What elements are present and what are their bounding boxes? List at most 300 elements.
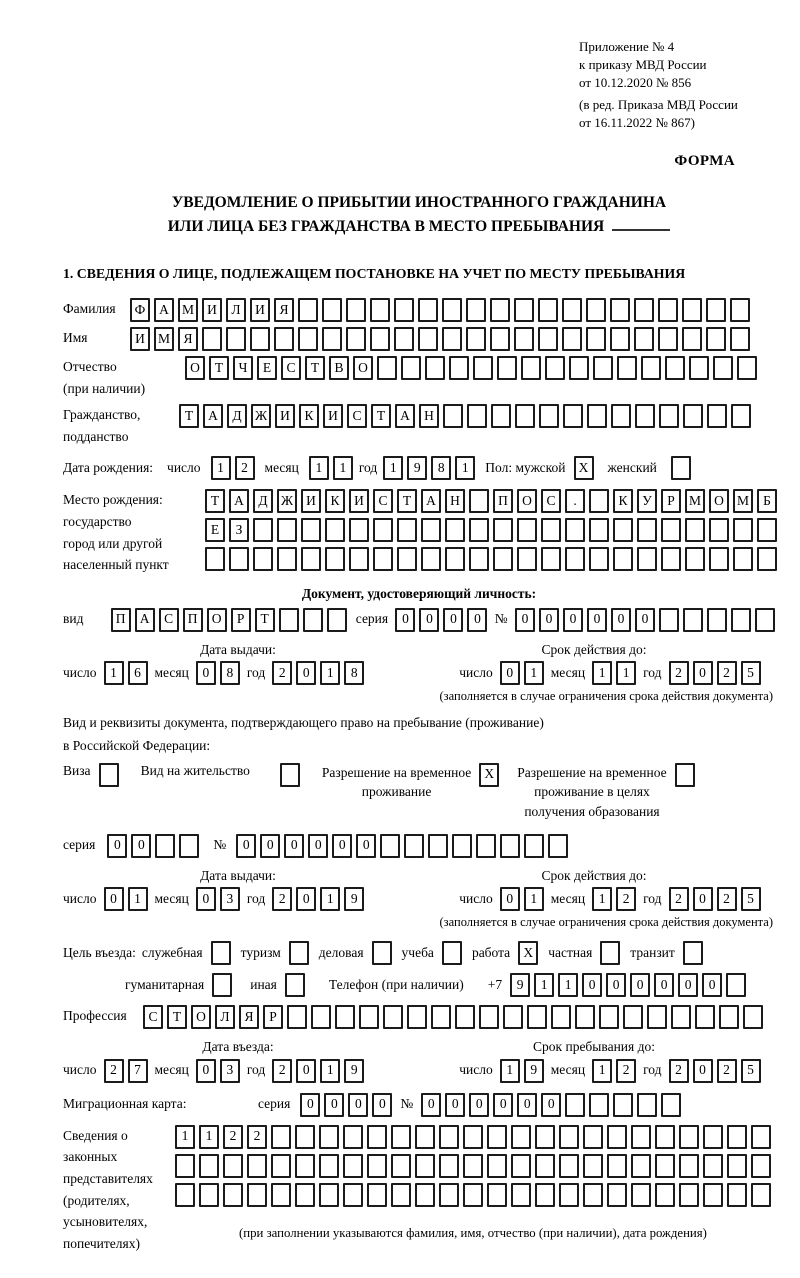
char-cell[interactable]: [397, 518, 417, 542]
char-cell[interactable]: [253, 518, 273, 542]
char-cell[interactable]: [655, 1183, 675, 1207]
char-cell[interactable]: 0: [630, 973, 650, 997]
doc-number-cells[interactable]: [515, 608, 775, 632]
char-cell[interactable]: [452, 834, 472, 858]
char-cell[interactable]: 0: [500, 661, 520, 685]
char-cell[interactable]: [442, 298, 462, 322]
char-cell[interactable]: [298, 298, 318, 322]
char-cell[interactable]: Ж: [251, 404, 271, 428]
char-cell[interactable]: [343, 1154, 363, 1178]
char-cell[interactable]: 8: [431, 456, 451, 480]
char-cell[interactable]: [511, 1154, 531, 1178]
char-cell[interactable]: И: [202, 298, 222, 322]
char-cell[interactable]: [647, 1005, 667, 1029]
char-cell[interactable]: М: [178, 298, 198, 322]
char-cell[interactable]: [391, 1183, 411, 1207]
phone-cells[interactable]: [510, 973, 746, 997]
char-cell[interactable]: [731, 404, 751, 428]
char-cell[interactable]: И: [323, 404, 343, 428]
char-cell[interactable]: [373, 547, 393, 571]
char-cell[interactable]: [377, 356, 397, 380]
char-cell[interactable]: М: [685, 489, 705, 513]
char-cell[interactable]: [562, 327, 582, 351]
char-cell[interactable]: 0: [395, 608, 415, 632]
char-cell[interactable]: [730, 327, 750, 351]
char-cell[interactable]: 2: [717, 887, 737, 911]
char-cell[interactable]: [637, 1093, 657, 1117]
purpose-private-checkbox[interactable]: [600, 941, 620, 965]
char-cell[interactable]: [524, 834, 544, 858]
char-cell[interactable]: 0: [693, 887, 713, 911]
char-cell[interactable]: [631, 1183, 651, 1207]
guardians-cells-row1[interactable]: [175, 1125, 771, 1149]
char-cell[interactable]: [327, 608, 347, 632]
char-cell[interactable]: [583, 1125, 603, 1149]
char-cell[interactable]: 0: [419, 608, 439, 632]
char-cell[interactable]: [707, 404, 727, 428]
char-cell[interactable]: 2: [272, 1059, 292, 1083]
char-cell[interactable]: С: [281, 356, 301, 380]
char-cell[interactable]: [637, 547, 657, 571]
char-cell[interactable]: С: [347, 404, 367, 428]
char-cell[interactable]: [425, 356, 445, 380]
doc-valid-month-cells[interactable]: [592, 661, 636, 685]
char-cell[interactable]: [637, 518, 657, 542]
char-cell[interactable]: И: [250, 298, 270, 322]
char-cell[interactable]: [463, 1183, 483, 1207]
char-cell[interactable]: 6: [128, 661, 148, 685]
char-cell[interactable]: П: [183, 608, 203, 632]
char-cell[interactable]: [757, 547, 777, 571]
char-cell[interactable]: 0: [372, 1093, 392, 1117]
char-cell[interactable]: [373, 518, 393, 542]
doc-kind-cells[interactable]: [111, 608, 347, 632]
char-cell[interactable]: [359, 1005, 379, 1029]
char-cell[interactable]: [727, 1183, 747, 1207]
char-cell[interactable]: [689, 356, 709, 380]
char-cell[interactable]: [541, 547, 561, 571]
char-cell[interactable]: П: [493, 489, 513, 513]
char-cell[interactable]: 0: [421, 1093, 441, 1117]
char-cell[interactable]: [703, 1125, 723, 1149]
char-cell[interactable]: [589, 489, 609, 513]
char-cell[interactable]: [343, 1125, 363, 1149]
char-cell[interactable]: Ф: [130, 298, 150, 322]
char-cell[interactable]: [298, 327, 318, 351]
char-cell[interactable]: Т: [179, 404, 199, 428]
char-cell[interactable]: 7: [128, 1059, 148, 1083]
char-cell[interactable]: [466, 298, 486, 322]
char-cell[interactable]: [517, 518, 537, 542]
purpose-work-checkbox[interactable]: X: [518, 941, 538, 965]
char-cell[interactable]: [562, 298, 582, 322]
char-cell[interactable]: [733, 547, 753, 571]
char-cell[interactable]: [503, 1005, 523, 1029]
char-cell[interactable]: [511, 1183, 531, 1207]
char-cell[interactable]: [421, 547, 441, 571]
doc-valid-year-cells[interactable]: [669, 661, 761, 685]
char-cell[interactable]: [731, 608, 751, 632]
migcard-number-cells[interactable]: [421, 1093, 681, 1117]
char-cell[interactable]: 9: [344, 1059, 364, 1083]
char-cell[interactable]: [380, 834, 400, 858]
char-cell[interactable]: [271, 1183, 291, 1207]
char-cell[interactable]: 3: [220, 1059, 240, 1083]
char-cell[interactable]: [589, 547, 609, 571]
char-cell[interactable]: 2: [616, 887, 636, 911]
char-cell[interactable]: [418, 327, 438, 351]
char-cell[interactable]: [343, 1183, 363, 1207]
char-cell[interactable]: [565, 547, 585, 571]
char-cell[interactable]: 1: [383, 456, 403, 480]
char-cell[interactable]: [607, 1125, 627, 1149]
char-cell[interactable]: Е: [205, 518, 225, 542]
char-cell[interactable]: [589, 518, 609, 542]
char-cell[interactable]: П: [111, 608, 131, 632]
char-cell[interactable]: [467, 404, 487, 428]
char-cell[interactable]: О: [191, 1005, 211, 1029]
char-cell[interactable]: [661, 1093, 681, 1117]
char-cell[interactable]: 0: [693, 661, 713, 685]
char-cell[interactable]: 1: [524, 887, 544, 911]
char-cell[interactable]: [179, 834, 199, 858]
purpose-humanitarian-checkbox[interactable]: [212, 973, 232, 997]
char-cell[interactable]: 0: [196, 887, 216, 911]
char-cell[interactable]: [757, 518, 777, 542]
sex-female-checkbox[interactable]: [671, 456, 691, 480]
char-cell[interactable]: [415, 1154, 435, 1178]
char-cell[interactable]: 0: [348, 1093, 368, 1117]
until-day-cells[interactable]: [500, 1059, 544, 1083]
char-cell[interactable]: [548, 834, 568, 858]
char-cell[interactable]: [713, 356, 733, 380]
char-cell[interactable]: [322, 298, 342, 322]
char-cell[interactable]: 0: [469, 1093, 489, 1117]
char-cell[interactable]: [599, 1005, 619, 1029]
char-cell[interactable]: [707, 608, 727, 632]
char-cell[interactable]: [727, 1125, 747, 1149]
char-cell[interactable]: 2: [669, 661, 689, 685]
char-cell[interactable]: 9: [510, 973, 530, 997]
char-cell[interactable]: 0: [300, 1093, 320, 1117]
char-cell[interactable]: [613, 518, 633, 542]
char-cell[interactable]: 1: [592, 1059, 612, 1083]
char-cell[interactable]: [476, 834, 496, 858]
char-cell[interactable]: [679, 1154, 699, 1178]
char-cell[interactable]: 1: [500, 1059, 520, 1083]
char-cell[interactable]: С: [143, 1005, 163, 1029]
char-cell[interactable]: [287, 1005, 307, 1029]
char-cell[interactable]: Е: [257, 356, 277, 380]
char-cell[interactable]: 0: [693, 1059, 713, 1083]
char-cell[interactable]: [311, 1005, 331, 1029]
char-cell[interactable]: [617, 356, 637, 380]
char-cell[interactable]: [397, 547, 417, 571]
entry-month-cells[interactable]: [196, 1059, 240, 1083]
char-cell[interactable]: А: [421, 489, 441, 513]
char-cell[interactable]: 0: [493, 1093, 513, 1117]
char-cell[interactable]: 0: [611, 608, 631, 632]
char-cell[interactable]: [709, 518, 729, 542]
char-cell[interactable]: [551, 1005, 571, 1029]
resdoc-valid-month-cells[interactable]: [592, 887, 636, 911]
char-cell[interactable]: Н: [419, 404, 439, 428]
char-cell[interactable]: [586, 298, 606, 322]
char-cell[interactable]: 1: [534, 973, 554, 997]
char-cell[interactable]: 0: [467, 608, 487, 632]
char-cell[interactable]: Я: [178, 327, 198, 351]
char-cell[interactable]: [631, 1125, 651, 1149]
char-cell[interactable]: [394, 298, 414, 322]
char-cell[interactable]: [469, 518, 489, 542]
char-cell[interactable]: С: [159, 608, 179, 632]
char-cell[interactable]: [559, 1183, 579, 1207]
char-cell[interactable]: [322, 327, 342, 351]
char-cell[interactable]: 0: [582, 973, 602, 997]
char-cell[interactable]: 1: [175, 1125, 195, 1149]
char-cell[interactable]: [487, 1154, 507, 1178]
char-cell[interactable]: А: [229, 489, 249, 513]
char-cell[interactable]: 1: [320, 1059, 340, 1083]
edu-residence-checkbox[interactable]: [675, 763, 695, 787]
char-cell[interactable]: Б: [757, 489, 777, 513]
char-cell[interactable]: Л: [226, 298, 246, 322]
char-cell[interactable]: [442, 327, 462, 351]
char-cell[interactable]: [303, 608, 323, 632]
char-cell[interactable]: 0: [654, 973, 674, 997]
char-cell[interactable]: О: [207, 608, 227, 632]
char-cell[interactable]: С: [373, 489, 393, 513]
char-cell[interactable]: 2: [247, 1125, 267, 1149]
char-cell[interactable]: [607, 1183, 627, 1207]
char-cell[interactable]: [634, 327, 654, 351]
char-cell[interactable]: 1: [128, 887, 148, 911]
char-cell[interactable]: [514, 327, 534, 351]
until-year-cells[interactable]: [669, 1059, 761, 1083]
char-cell[interactable]: [559, 1125, 579, 1149]
char-cell[interactable]: Т: [305, 356, 325, 380]
visa-checkbox[interactable]: [99, 763, 119, 787]
birthplace-cells-row2[interactable]: [205, 518, 777, 542]
char-cell[interactable]: [404, 834, 424, 858]
char-cell[interactable]: [535, 1125, 555, 1149]
char-cell[interactable]: [586, 327, 606, 351]
char-cell[interactable]: И: [301, 489, 321, 513]
surname-cells[interactable]: [130, 298, 750, 322]
char-cell[interactable]: [685, 518, 705, 542]
resdoc-series-cells[interactable]: [107, 834, 199, 858]
char-cell[interactable]: [659, 404, 679, 428]
char-cell[interactable]: [445, 518, 465, 542]
char-cell[interactable]: [635, 404, 655, 428]
char-cell[interactable]: [683, 608, 703, 632]
char-cell[interactable]: [727, 1154, 747, 1178]
char-cell[interactable]: [703, 1183, 723, 1207]
profession-cells[interactable]: [143, 1005, 763, 1029]
char-cell[interactable]: [655, 1154, 675, 1178]
char-cell[interactable]: [641, 356, 661, 380]
char-cell[interactable]: 0: [445, 1093, 465, 1117]
char-cell[interactable]: [607, 1154, 627, 1178]
char-cell[interactable]: [685, 547, 705, 571]
char-cell[interactable]: [610, 298, 630, 322]
char-cell[interactable]: 9: [407, 456, 427, 480]
char-cell[interactable]: [569, 356, 589, 380]
char-cell[interactable]: [517, 547, 537, 571]
char-cell[interactable]: [541, 518, 561, 542]
char-cell[interactable]: [661, 518, 681, 542]
char-cell[interactable]: [250, 327, 270, 351]
char-cell[interactable]: [445, 547, 465, 571]
purpose-tourism-checkbox[interactable]: [289, 941, 309, 965]
char-cell[interactable]: 8: [220, 661, 240, 685]
char-cell[interactable]: 5: [741, 1059, 761, 1083]
char-cell[interactable]: 2: [272, 887, 292, 911]
citizenship-cells[interactable]: [179, 404, 751, 428]
char-cell[interactable]: 0: [702, 973, 722, 997]
char-cell[interactable]: [587, 404, 607, 428]
char-cell[interactable]: [682, 298, 702, 322]
char-cell[interactable]: 2: [104, 1059, 124, 1083]
char-cell[interactable]: З: [229, 518, 249, 542]
char-cell[interactable]: И: [349, 489, 369, 513]
char-cell[interactable]: [514, 298, 534, 322]
char-cell[interactable]: 2: [272, 661, 292, 685]
char-cell[interactable]: [479, 1005, 499, 1029]
char-cell[interactable]: Д: [227, 404, 247, 428]
char-cell[interactable]: Т: [371, 404, 391, 428]
char-cell[interactable]: [325, 518, 345, 542]
char-cell[interactable]: [593, 356, 613, 380]
char-cell[interactable]: 0: [517, 1093, 537, 1117]
char-cell[interactable]: [175, 1154, 195, 1178]
resdoc-valid-year-cells[interactable]: [669, 887, 761, 911]
patronymic-cells[interactable]: [185, 356, 757, 380]
char-cell[interactable]: 0: [196, 661, 216, 685]
char-cell[interactable]: 0: [296, 661, 316, 685]
char-cell[interactable]: 9: [524, 1059, 544, 1083]
resdoc-issue-month-cells[interactable]: [196, 887, 240, 911]
char-cell[interactable]: [271, 1125, 291, 1149]
char-cell[interactable]: 1: [455, 456, 475, 480]
char-cell[interactable]: К: [325, 489, 345, 513]
char-cell[interactable]: 1: [320, 887, 340, 911]
char-cell[interactable]: [490, 327, 510, 351]
char-cell[interactable]: Т: [397, 489, 417, 513]
char-cell[interactable]: [466, 327, 486, 351]
char-cell[interactable]: О: [517, 489, 537, 513]
char-cell[interactable]: Т: [167, 1005, 187, 1029]
char-cell[interactable]: [274, 327, 294, 351]
char-cell[interactable]: Ж: [277, 489, 297, 513]
char-cell[interactable]: [415, 1183, 435, 1207]
char-cell[interactable]: [431, 1005, 451, 1029]
char-cell[interactable]: 1: [616, 661, 636, 685]
char-cell[interactable]: [319, 1154, 339, 1178]
char-cell[interactable]: [325, 547, 345, 571]
char-cell[interactable]: К: [299, 404, 319, 428]
char-cell[interactable]: Р: [231, 608, 251, 632]
char-cell[interactable]: 0: [196, 1059, 216, 1083]
char-cell[interactable]: [613, 1093, 633, 1117]
char-cell[interactable]: К: [613, 489, 633, 513]
char-cell[interactable]: [751, 1154, 771, 1178]
char-cell[interactable]: [515, 404, 535, 428]
birthplace-cells-row3[interactable]: [205, 547, 777, 571]
char-cell[interactable]: [367, 1183, 387, 1207]
char-cell[interactable]: 2: [717, 661, 737, 685]
char-cell[interactable]: Р: [263, 1005, 283, 1029]
char-cell[interactable]: 0: [515, 608, 535, 632]
char-cell[interactable]: Н: [445, 489, 465, 513]
residence-permit-checkbox[interactable]: [280, 763, 300, 787]
char-cell[interactable]: Т: [209, 356, 229, 380]
char-cell[interactable]: 0: [260, 834, 280, 858]
char-cell[interactable]: У: [637, 489, 657, 513]
char-cell[interactable]: [319, 1125, 339, 1149]
char-cell[interactable]: [421, 518, 441, 542]
doc-issue-month-cells[interactable]: [196, 661, 240, 685]
char-cell[interactable]: [665, 356, 685, 380]
char-cell[interactable]: 0: [541, 1093, 561, 1117]
char-cell[interactable]: [199, 1154, 219, 1178]
char-cell[interactable]: [535, 1183, 555, 1207]
char-cell[interactable]: О: [353, 356, 373, 380]
char-cell[interactable]: [611, 404, 631, 428]
char-cell[interactable]: [202, 327, 222, 351]
char-cell[interactable]: 0: [296, 887, 316, 911]
char-cell[interactable]: [443, 404, 463, 428]
char-cell[interactable]: 1: [333, 456, 353, 480]
char-cell[interactable]: [538, 298, 558, 322]
char-cell[interactable]: [671, 1005, 691, 1029]
char-cell[interactable]: [439, 1183, 459, 1207]
entry-day-cells[interactable]: [104, 1059, 148, 1083]
char-cell[interactable]: [493, 518, 513, 542]
until-month-cells[interactable]: [592, 1059, 636, 1083]
char-cell[interactable]: 2: [235, 456, 255, 480]
char-cell[interactable]: 1: [211, 456, 231, 480]
char-cell[interactable]: Д: [253, 489, 273, 513]
char-cell[interactable]: [175, 1183, 195, 1207]
birth-year-cells[interactable]: [383, 456, 475, 480]
char-cell[interactable]: Т: [255, 608, 275, 632]
char-cell[interactable]: [679, 1183, 699, 1207]
char-cell[interactable]: 0: [332, 834, 352, 858]
char-cell[interactable]: [583, 1154, 603, 1178]
char-cell[interactable]: 3: [220, 887, 240, 911]
char-cell[interactable]: [487, 1183, 507, 1207]
resdoc-valid-day-cells[interactable]: [500, 887, 544, 911]
char-cell[interactable]: 9: [344, 887, 364, 911]
char-cell[interactable]: [719, 1005, 739, 1029]
char-cell[interactable]: А: [135, 608, 155, 632]
char-cell[interactable]: 0: [296, 1059, 316, 1083]
char-cell[interactable]: [473, 356, 493, 380]
char-cell[interactable]: [613, 547, 633, 571]
char-cell[interactable]: 0: [606, 973, 626, 997]
char-cell[interactable]: [370, 327, 390, 351]
temp-residence-checkbox[interactable]: X: [479, 763, 499, 787]
char-cell[interactable]: [199, 1183, 219, 1207]
char-cell[interactable]: [253, 547, 273, 571]
char-cell[interactable]: [439, 1125, 459, 1149]
char-cell[interactable]: [229, 547, 249, 571]
char-cell[interactable]: 5: [741, 887, 761, 911]
char-cell[interactable]: Я: [239, 1005, 259, 1029]
char-cell[interactable]: [661, 547, 681, 571]
char-cell[interactable]: М: [154, 327, 174, 351]
